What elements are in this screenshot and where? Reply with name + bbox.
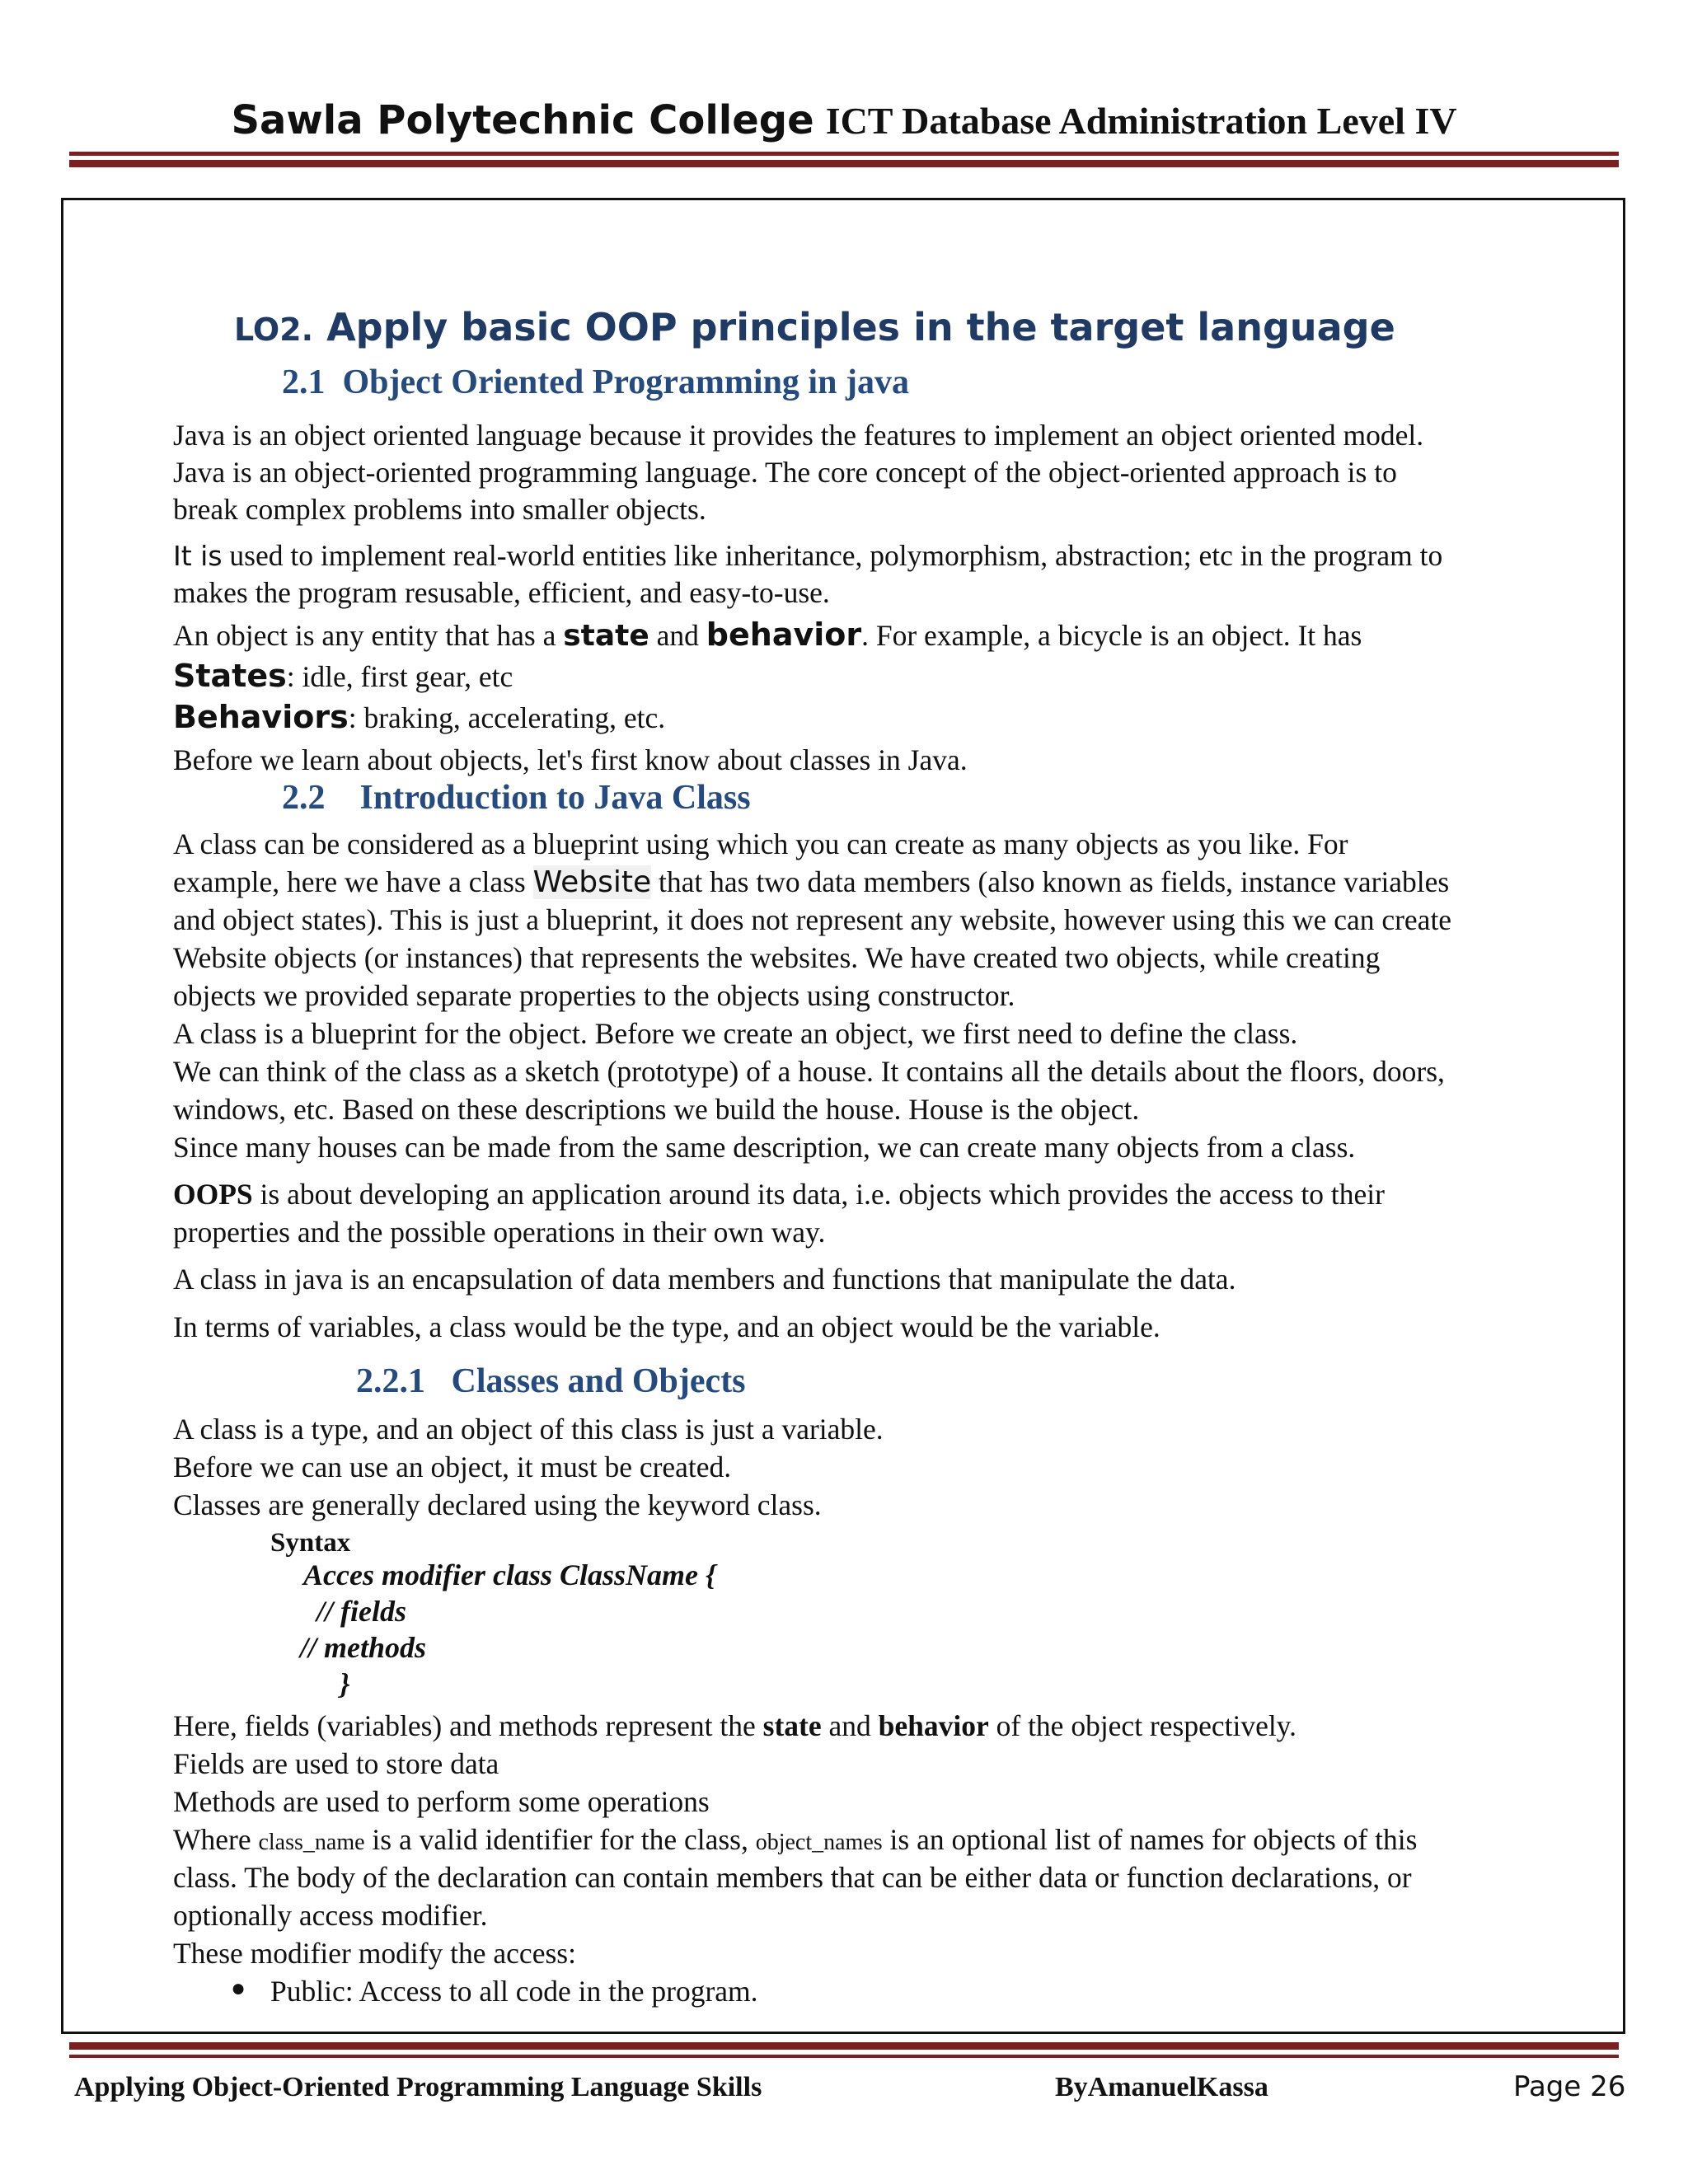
header-rule-thick (69, 160, 1619, 167)
paragraph-line: In terms of variables, a class would be the type, and an object would be the variable. (173, 1310, 1160, 1343)
syntax-label: Syntax (270, 1528, 351, 1558)
paragraph-line: Before we can use an object, it must be created. (173, 1451, 732, 1483)
page-header (0, 97, 1688, 143)
lo-title: Apply basic OOP principles in the target language (326, 305, 1395, 349)
bullet-item: Public: Access to all code in the program. (270, 1975, 758, 2008)
paragraph-line: It is used to implement real-world entities like inheritance, polymorphism, abstraction; etc in the program to (173, 539, 1443, 572)
lo-number: LO2. (234, 312, 314, 348)
section-heading-2-1 (282, 363, 909, 402)
paragraph-line: Classes are generally declared using the keyword class. (173, 1488, 822, 1521)
paragraph-line: example, here we have a class Website that has two data members (also known as fields, instance variables (173, 865, 1450, 899)
paragraph-line: Java is an object oriented language because it provides the features to implement an object oriented model. (173, 419, 1424, 452)
paragraph-line: makes the program resusable, efficient, and easy-to-use. (173, 576, 830, 609)
paragraph-line: break complex problems into smaller objects. (173, 493, 706, 526)
syntax-line: // fields (316, 1595, 406, 1628)
paragraph-line: class. The body of the declaration can contain members that can be either data or function declarations, or (173, 1861, 1412, 1894)
paragraph-line: A class is a type, and an object of this class is just a variable. (173, 1413, 884, 1446)
section-heading-2-2-1 (356, 1361, 746, 1401)
section-heading-2-2 (282, 778, 751, 818)
paragraph-line: An object is any entity that has a state and behavior. For example, a bicycle is an object. It has (173, 616, 1362, 653)
bullet-icon: ● (231, 1975, 246, 2002)
section-title: Object Oriented Programming in java (342, 363, 909, 401)
paragraph-line: properties and the possible operations in their own way. (173, 1216, 826, 1249)
section-title: Introduction to Java Class (359, 779, 751, 817)
paragraph-line: States: idle, first gear, etc (173, 658, 513, 694)
paragraph-line: Here, fields (variables) and methods represent the state and behavior of the object respectively. (173, 1709, 1297, 1742)
syntax-line: Acces modifier class ClassName { (303, 1558, 716, 1591)
paragraph-line: Before we learn about objects, let's first know about classes in Java. (173, 743, 968, 776)
section-title: Classes and Objects (451, 1362, 746, 1400)
paragraph-line: windows, etc. Based on these descriptions we build the house. House is the object. (173, 1093, 1140, 1126)
paragraph-line: A class is a blueprint for the object. Before we create an object, we first need to define the class. (173, 1017, 1298, 1050)
footer-author: ByAmanuelKassa (1055, 2072, 1268, 2102)
college-name: Sawla Polytechnic College (231, 97, 814, 143)
paragraph-line: optionally access modifier. (173, 1899, 488, 1932)
paragraph-line: OOPS is about developing an application around its data, i.e. objects which provides the access to their (173, 1178, 1385, 1211)
paragraph-line: Java is an object-oriented programming language. The core concept of the object-oriented approach is to (173, 456, 1397, 489)
footer-rule-thin (69, 2055, 1619, 2058)
paragraph-line: Since many houses can be made from the same description, we can create many objects from a class. (173, 1131, 1356, 1164)
paragraph-line: and object states). This is just a blueprint, it does not represent any website, however using this we can create (173, 903, 1452, 936)
header-rule-thin (69, 152, 1619, 156)
footer-course: Applying Object-Oriented Programming Language Skills (74, 2072, 762, 2102)
syntax-line: } (340, 1667, 350, 1700)
paragraph-line: Behaviors: braking, accelerating, etc. (173, 699, 666, 735)
section-number: 2.2.1 (356, 1362, 425, 1400)
paragraph-line: Fields are used to store data (173, 1747, 499, 1780)
program-name: ICT Database Administration Level IV (825, 100, 1457, 142)
footer-rule-thick (69, 2042, 1619, 2050)
page-number: Page 26 (1513, 2070, 1626, 2103)
paragraph-line: These modifier modify the access: (173, 1937, 576, 1970)
section-number: 2.1 (282, 363, 326, 401)
paragraph-line: Where class_name is a valid identifier for the class, object_names is an optional list of names for objects of this (173, 1823, 1418, 1856)
code-inline: Website (532, 865, 652, 899)
syntax-line: // methods (300, 1631, 427, 1664)
paragraph-line: Website objects (or instances) that represents the websites. We have created two objects, while creating (173, 941, 1381, 974)
paragraph-line: We can think of the class as a sketch (prototype) of a house. It contains all the details about the floors, doors, (173, 1055, 1445, 1088)
paragraph-line: A class in java is an encapsulation of data members and functions that manipulate the data. (173, 1263, 1236, 1296)
paragraph-line: Methods are used to perform some operations (173, 1785, 710, 1818)
learning-outcome-heading (234, 305, 1395, 349)
paragraph-line: objects we provided separate properties to the objects using constructor. (173, 979, 1015, 1012)
section-number: 2.2 (282, 779, 326, 817)
paragraph-line: A class can be considered as a blueprint using which you can create as many objects as you like. For (173, 827, 1348, 860)
